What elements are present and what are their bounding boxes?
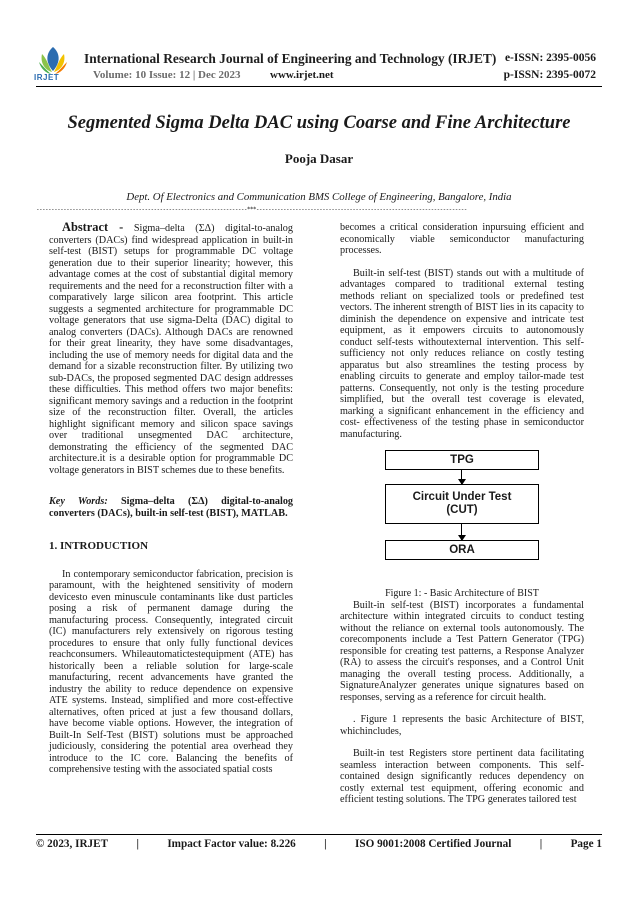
intro-paragraph-4: . Figure 1 represents the basic Architecture of BIST, whichincludes, <box>340 714 584 737</box>
tpg-block: TPG <box>385 450 539 470</box>
footer-divider: | <box>136 838 139 850</box>
intro-paragraph-1-continued: becomes a critical consideration inpursuing efficient and economically viable semiconductor manufacturing processes. <box>340 222 584 256</box>
section-heading-introduction: 1. INTRODUCTION <box>49 540 149 552</box>
keywords-text: Sigma–delta (ΣΔ) digital-to-analog converters (DACs), built-in self-test (BIST), MATLAB. <box>49 496 294 519</box>
logo-text: IRJET <box>34 73 60 82</box>
arrow-tpg-to-cut <box>461 470 462 484</box>
abstract-heading: Abstract - <box>62 220 124 234</box>
right-column <box>340 222 584 806</box>
intro-paragraph-5: Built-in test Registers store pertinent data facilitating seamless interaction between components. This self-contained design significantly reduces dependency on costly external test equipment, offering economic and efficient testing solutions. The TPG generates tailored test <box>340 748 584 805</box>
author-affiliation: Dept. Of Electronics and Communication BMS College of Engineering, Bangalore, India <box>126 191 512 203</box>
footer-rule <box>36 834 602 835</box>
keywords-label: Key Words: <box>49 496 108 507</box>
footer-divider: | <box>324 838 327 850</box>
figure-caption: Figure 1: - Basic Architecture of BIST <box>385 588 539 599</box>
abstract-text: Sigma–delta (ΣΔ) digital-to-analog converters (DACs) find widespread application in built-in self-test (BIST) setups for programmable DC voltage generation due to their superior linearity; however, this advantage comes at the cost of substantial digital memory requirements and the need for a reconstruction filter with a comparatively large silicon area footprint. This article suggests a segmented architecture for programmable DC voltage generators that use sigma-Delta (DAC) digital to analog converters (DACs). Although DACs are renowned for their great linearity, they have some disadvantages, including the use of memory needs for digital data and the demand for a sizable reconstruction filter. By utilizing two sub-DACs, the proposed segmented DAC design addresses these difficulties. This method offers two major benefits: significant memory savings and a reduction in the footprint size of the reconstruction filter. Overall, the articles highlight significant memory and silicon space savings over traditional unsegmented DAC architecture, demonstrating the efficiency of the segmented DAC architecture.it is a desirable option for programmable DC voltage generators in BIST schemes due to these benefits. <box>49 223 293 476</box>
page-footer <box>36 838 602 850</box>
intro-paragraph-3: Built-in self-test (BIST) incorporates a fundamental architecture within integrated circuits to conduct testing without the reliance on external tools autonomously. The corecomponents include a Test Pattern Generator (TPG) responsible for creating test patterns, a Response Analyzer (RA) to assess the circuit's responses, and a Control Unit managing the overall testing process. Additionally, a SignatureAnalyzer generates unique signatures based on responses, serving as a reference for circuit health. <box>340 599 584 703</box>
left-column <box>49 222 293 776</box>
paper-author: Pooja Dasar <box>284 151 354 166</box>
intro-paragraph-2: Built-in self-test (BIST) stands out with a multitude of advantages compared to traditional external testing methods reliant on specialized tools or predefined test vectors. The inherent strength of BIST lies in its capacity to diminish the dependence on expensive and intricate test equipment, as it empowers circuits to autonomously conduct self-tests withoutexternal intervention. This self-sufficiency not only reduces reliance on costly testing apparatus but also streamlines the testing process by enabling circuits to generate and employ tailor-made test patterns. Consequently, not only is the testing procedure simplified, but the overall test coverage is elevated, marking a significant enhancement in the efficiency and cost- effectiveness of the testing phase in semiconductor manufacturing. <box>340 267 584 440</box>
volume-issue: Volume: 10 Issue: 12 | Dec 2023 <box>93 69 241 81</box>
footer-impact-factor: Impact Factor value: 8.226 <box>167 838 296 850</box>
header-rule <box>36 86 602 87</box>
journal-website: www.irjet.net <box>270 69 334 81</box>
arrow-cut-to-ora <box>461 524 462 540</box>
footer-divider: | <box>539 838 543 850</box>
paper-title: Segmented Sigma Delta DAC using Coarse and Fine Architecture <box>67 113 571 133</box>
keywords <box>49 496 293 519</box>
footer-copyright: © 2023, IRJET <box>36 838 109 850</box>
cut-label-line1: Circuit Under Test <box>412 491 512 503</box>
ora-block: ORA <box>385 540 539 560</box>
abstract <box>49 222 293 476</box>
cut-block <box>385 484 539 524</box>
p-issn: p-ISSN: 2395-0072 <box>503 69 596 81</box>
footer-iso: ISO 9001:2008 Certified Journal <box>355 838 512 850</box>
separator-line: ----------------------------------------------------------------------***---------------------------------------------------------------------- <box>36 206 467 213</box>
footer-page-number: Page 1 <box>570 838 602 850</box>
bist-architecture-figure <box>340 450 584 578</box>
intro-paragraph-1: In contemporary semiconductor fabrication, precision is paramount, with the heightened sensitivity of modern devicesto even minuscule contaminants like dust particles posing a risk of permanent damage during the manufacturing process. Consequently, integrated circuit (IC) manufacturers rely extensively on rigorous testing procedures to ensure that only fully functional devices reachconsumers. Whileautomatictestequipment (ATE) has historically been a reliable solution for large-scale manufacturing, recent advancements have granted the industry the ability to reduce dependence on expensive ATE systems. Instead, simplified and more cost-effective alternatives, often priced at just a few thousand dollars, have become viable options. However, the integration of Built-In Self-Test (BIST) solutions must be approached judiciously, considering the potential area overhead they introduce to the IC core. Balancing the benefits of comprehensive testing with the associated spatial costs <box>49 568 293 775</box>
e-issn: e-ISSN: 2395-0056 <box>504 52 596 64</box>
journal-name: International Research Journal of Engineering and Technology (IRJET) <box>84 51 497 66</box>
cut-label-line2: (CUT) <box>446 504 478 516</box>
